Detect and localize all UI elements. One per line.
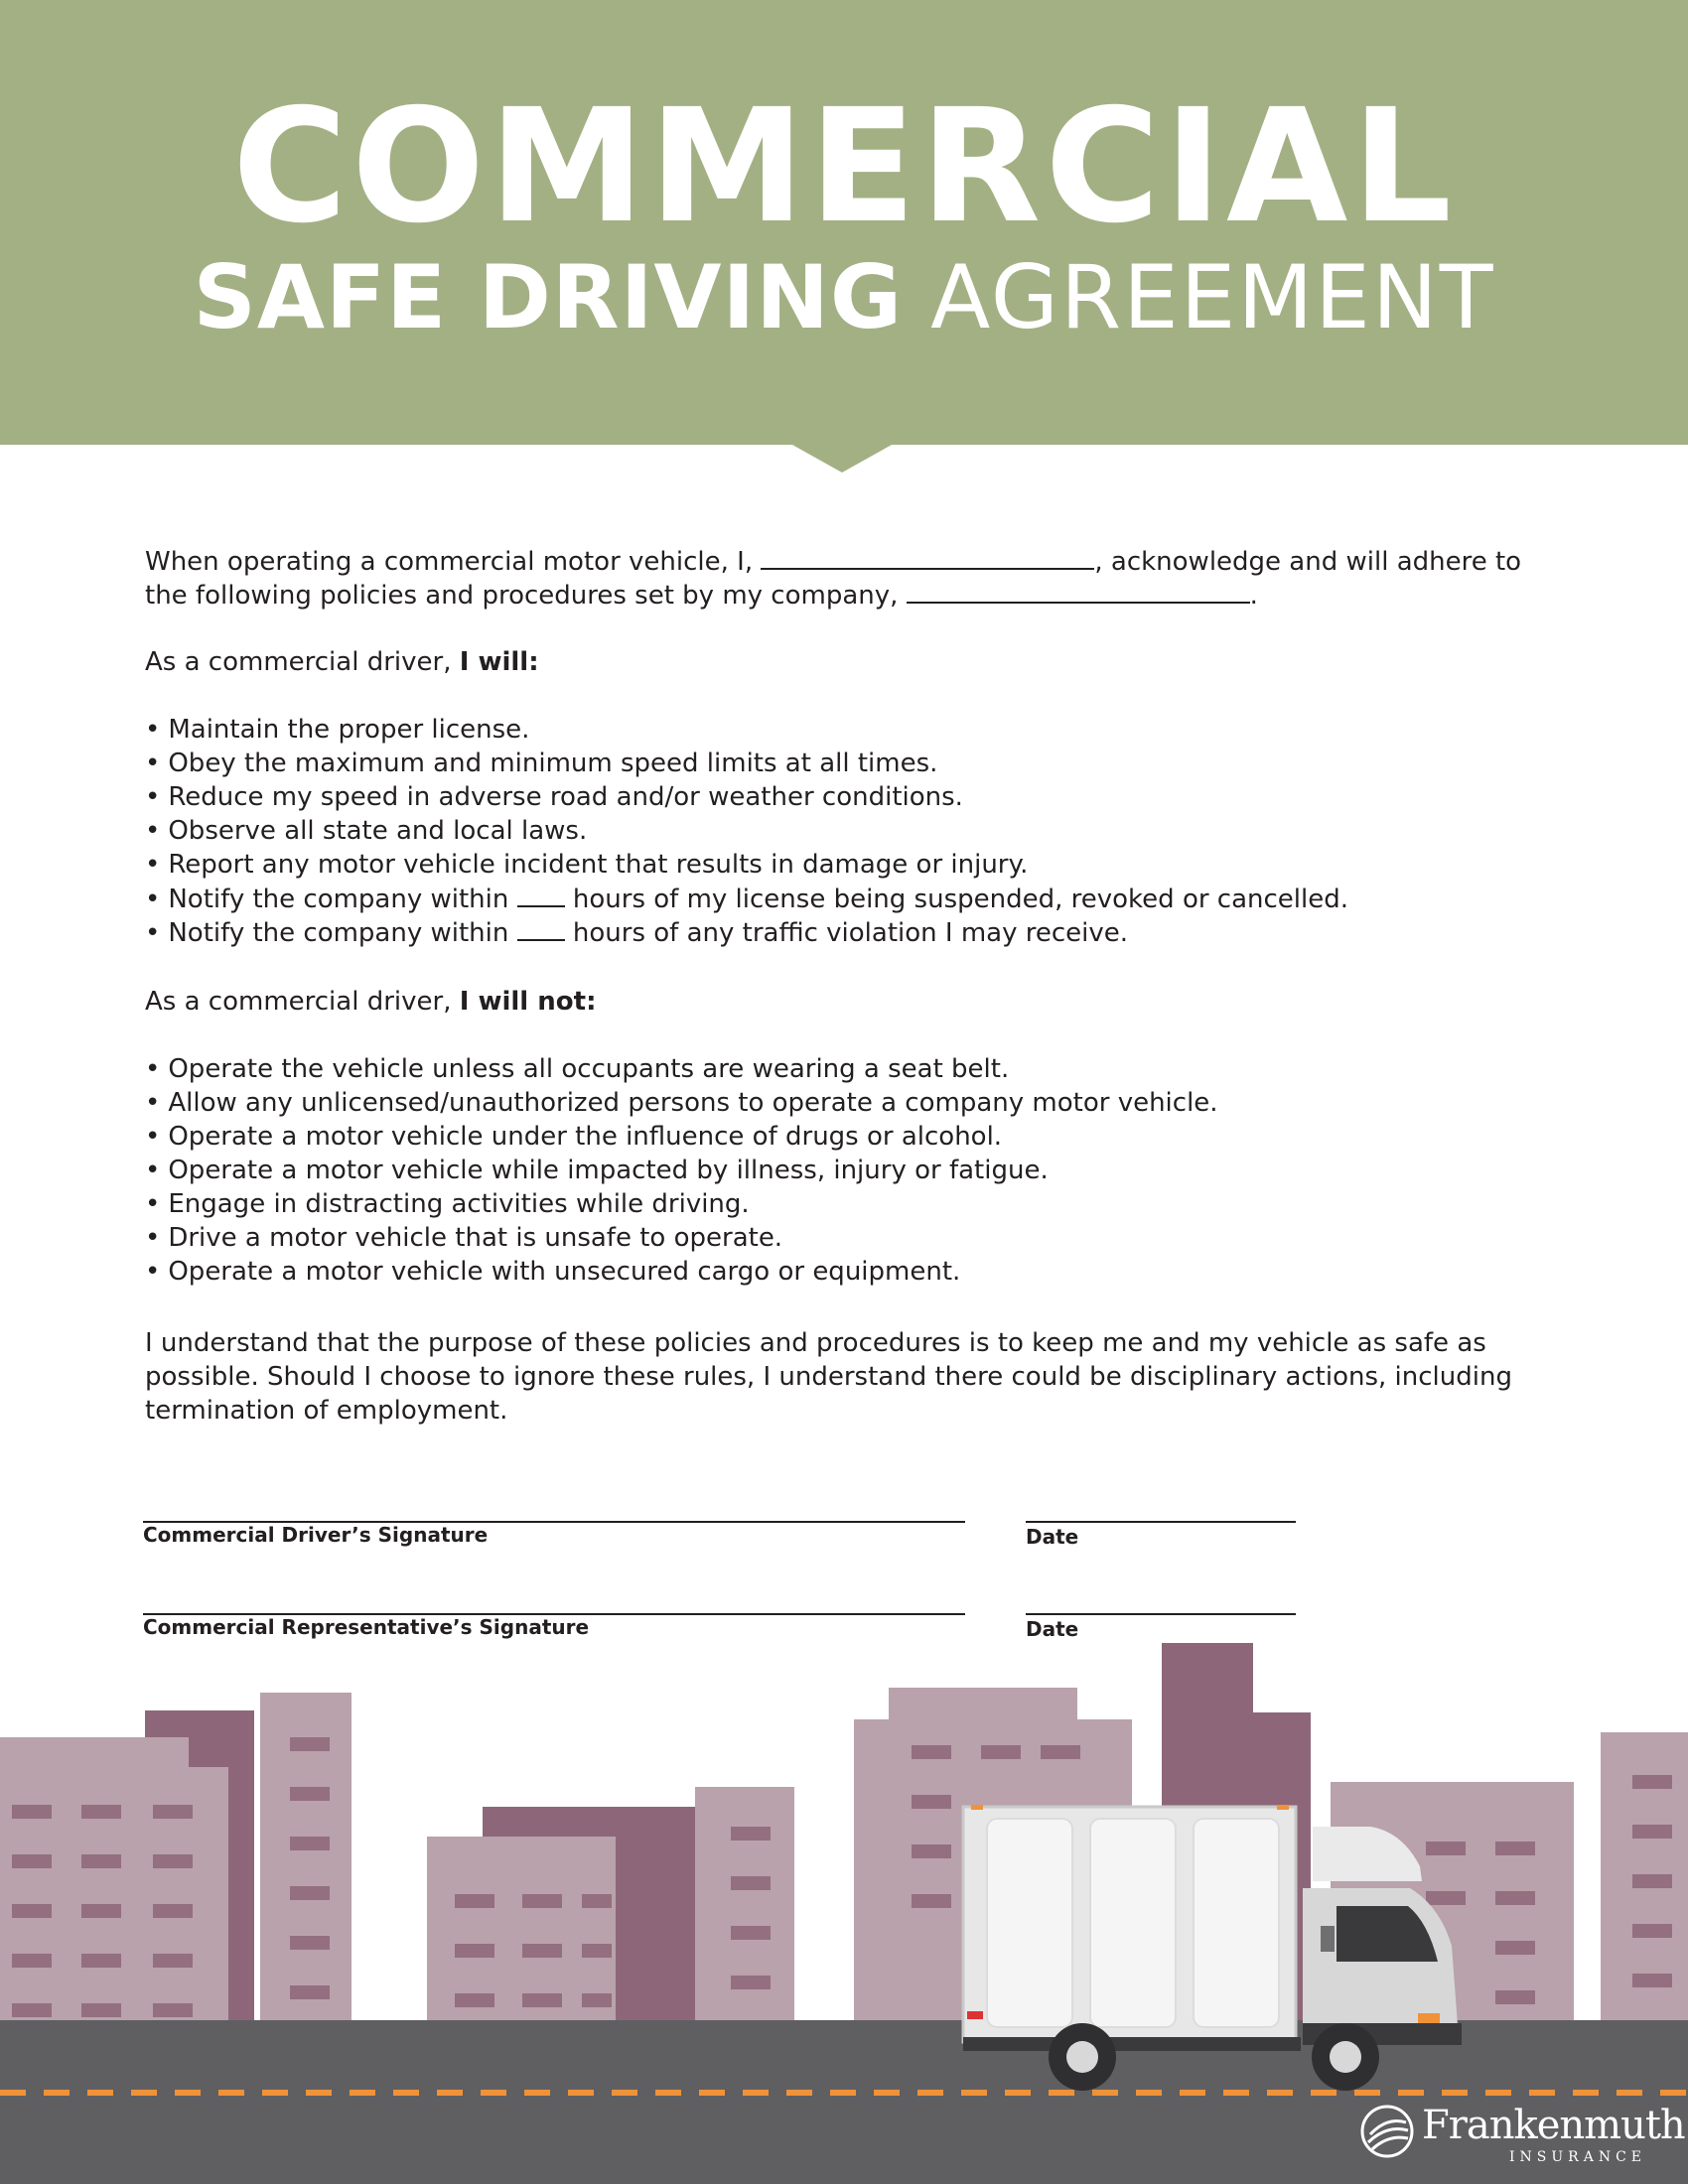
list-item: • Report any motor vehicle incident that results in damage or injury. bbox=[145, 848, 1348, 882]
frankenmuth-logo bbox=[1360, 2103, 1685, 2172]
list-item: • Operate a motor vehicle with unsecured cargo or equipment. bbox=[145, 1255, 1218, 1289]
logo-sub: INSURANCE bbox=[1509, 2149, 1647, 2165]
rep-date-label: Date bbox=[1026, 1617, 1079, 1641]
list-item: • Allow any unlicensed/unauthorized persons to operate a company motor vehicle. bbox=[145, 1086, 1218, 1120]
list-item: • Engage in distracting activities while driving. bbox=[145, 1187, 1218, 1221]
driver-date-line[interactable] bbox=[1026, 1521, 1296, 1523]
closing-line-2: possible. Should I choose to ignore these rules, I understand there could be disciplinary actions, including bbox=[145, 1362, 1512, 1392]
list-item: • Notify the company within hours of my license being suspended, revoked or cancelled. bbox=[145, 882, 1348, 915]
company-name-blank[interactable] bbox=[907, 578, 1250, 604]
page-subtitle bbox=[0, 248, 1688, 347]
will-heading: As a commercial driver, I will: bbox=[145, 647, 539, 677]
violation-hours-blank[interactable] bbox=[517, 915, 565, 941]
list-item: • Reduce my speed in adverse road and/or weather conditions. bbox=[145, 780, 1348, 814]
list-item: • Notify the company within hours of any traffic violation I may receive. bbox=[145, 915, 1348, 949]
intro-line-2: the following policies and procedures set by my company, . bbox=[145, 578, 1258, 613]
list-item: • Operate a motor vehicle while impacted by illness, injury or fatigue. bbox=[145, 1154, 1218, 1187]
closing-line-3: termination of employment. bbox=[145, 1396, 508, 1426]
city-truck-illustration bbox=[0, 1628, 1688, 2184]
driver-date-label: Date bbox=[1026, 1525, 1079, 1549]
will-not-list bbox=[145, 1052, 1218, 1289]
header-banner bbox=[0, 0, 1688, 445]
list-item: • Drive a motor vehicle that is unsafe to operate. bbox=[145, 1221, 1218, 1255]
license-hours-blank[interactable] bbox=[517, 882, 565, 907]
employee-name-blank[interactable] bbox=[761, 544, 1094, 570]
driver-signature-label: Commercial Driver’s Signature bbox=[143, 1523, 489, 1547]
subtitle-bold: SAFE DRIVING bbox=[193, 246, 904, 348]
list-item: • Operate a motor vehicle under the influence of drugs or alcohol. bbox=[145, 1120, 1218, 1154]
will-not-heading: As a commercial driver, I will not: bbox=[145, 987, 597, 1017]
rep-date-line[interactable] bbox=[1026, 1613, 1296, 1615]
list-item: • Operate the vehicle unless all occupants are wearing a seat belt. bbox=[145, 1052, 1218, 1086]
logo-globe-icon bbox=[1360, 2105, 1414, 2158]
subtitle-light: AGREEMENT bbox=[930, 246, 1495, 348]
page-title: COMMERCIAL bbox=[231, 75, 1457, 258]
intro-line-1: When operating a commercial motor vehicle, I, , acknowledge and will adhere to bbox=[145, 544, 1521, 579]
closing-line-1: I understand that the purpose of these policies and procedures is to keep me and my vehicle as safe as bbox=[145, 1328, 1486, 1358]
rep-signature-label: Commercial Representative’s Signature bbox=[143, 1615, 590, 1639]
list-item: • Maintain the proper license. bbox=[145, 713, 1348, 747]
logo-name: Frankenmuth bbox=[1422, 2103, 1685, 2148]
list-item: • Obey the maximum and minimum speed limits at all times. bbox=[145, 747, 1348, 780]
will-list bbox=[145, 713, 1348, 949]
header-notch bbox=[792, 445, 892, 473]
list-item: • Observe all state and local laws. bbox=[145, 814, 1348, 848]
